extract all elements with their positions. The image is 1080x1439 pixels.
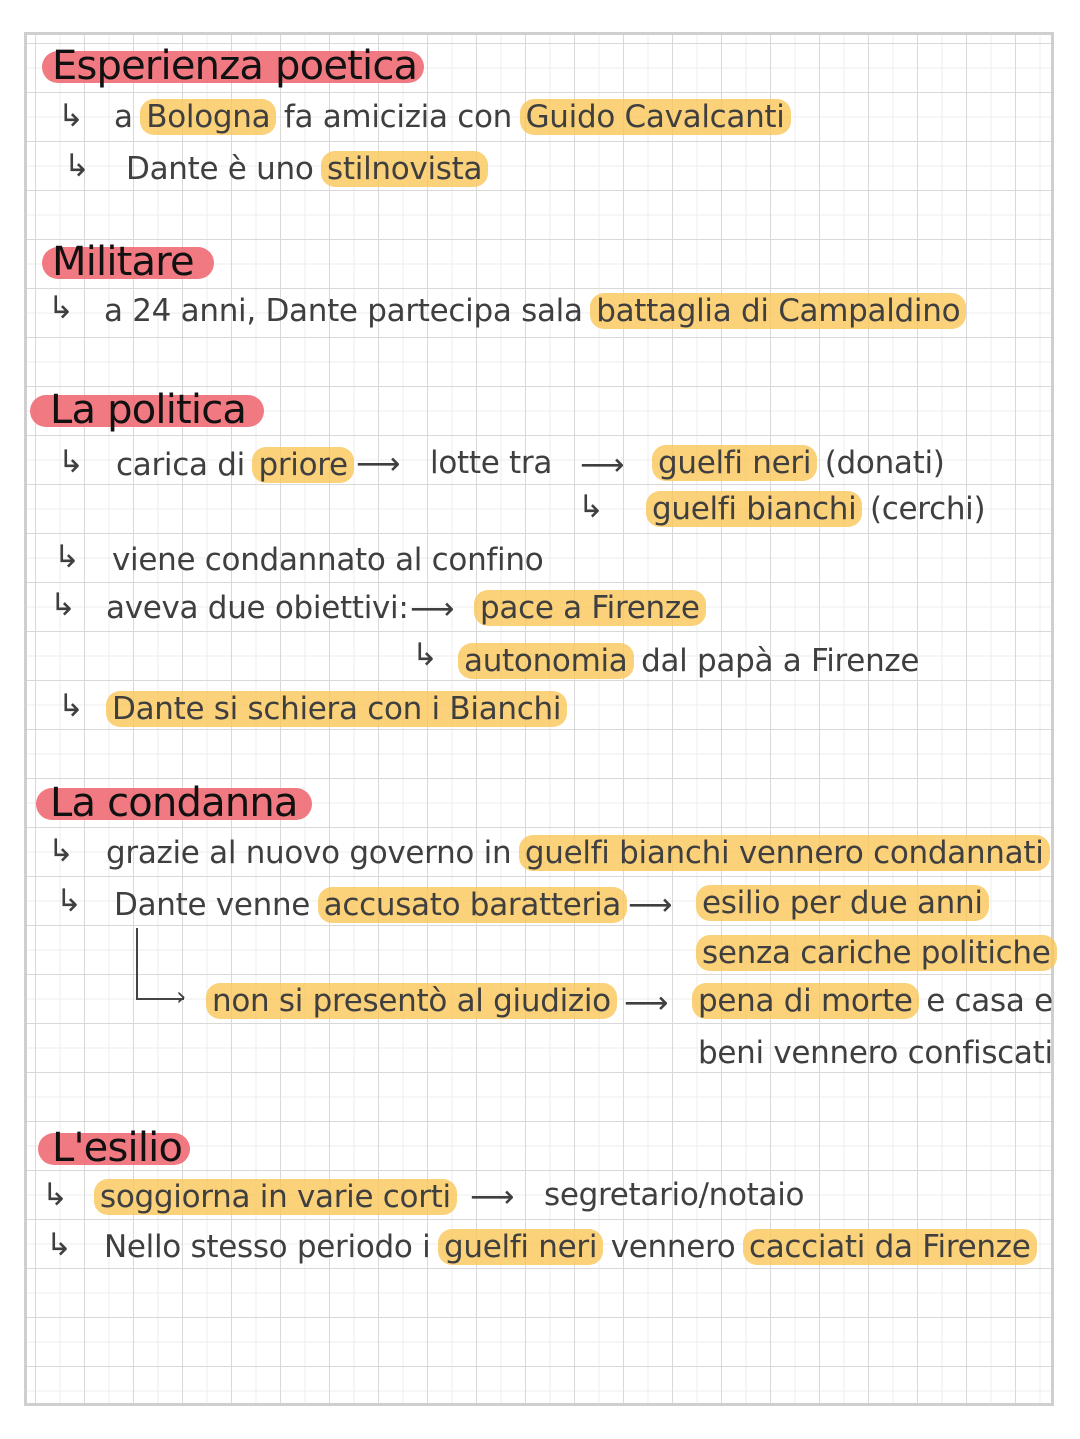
text: (cerchi) bbox=[870, 491, 986, 527]
highlight-bianchi-condannati: guelfi bianchi vennero condannati bbox=[519, 835, 1050, 871]
highlight-pena-di-morte: pena di morte bbox=[692, 983, 919, 1019]
text: fa amicizia con bbox=[283, 99, 512, 135]
line-beni-confiscati: beni vennero confiscati bbox=[698, 1035, 1053, 1071]
hook-arrow-icon: ↳ bbox=[50, 587, 76, 623]
highlight-bologna: Bologna bbox=[140, 99, 276, 135]
line-esperienza-1 bbox=[114, 99, 789, 135]
heading-militare: Militare bbox=[52, 239, 194, 285]
heading-esperienza-poetica: Esperienza poetica bbox=[52, 43, 418, 89]
hook-arrow-icon: ↳ bbox=[578, 489, 604, 525]
right-arrow-icon: ⟶ bbox=[356, 446, 401, 482]
text: grazie al nuovo governo in bbox=[106, 835, 512, 871]
highlight-autonomia: autonomia bbox=[458, 643, 634, 679]
highlight-cacciati-firenze: cacciati da Firenze bbox=[743, 1229, 1037, 1265]
highlight-guelfi-neri: guelfi neri bbox=[652, 445, 817, 481]
hook-arrow-icon: ↳ bbox=[412, 637, 438, 673]
line-politica-2: viene condannato al confino bbox=[112, 542, 544, 578]
hook-arrow-icon: ↳ bbox=[48, 290, 74, 326]
line-politica-1 bbox=[116, 447, 352, 483]
line-condanna-3 bbox=[208, 983, 615, 1019]
line-guelfi-bianchi bbox=[648, 491, 986, 527]
highlight-dante-bianchi: Dante si schiera con i Bianchi bbox=[106, 691, 567, 727]
line-esilio-1 bbox=[96, 1179, 455, 1215]
line-senza-cariche bbox=[698, 935, 1055, 971]
right-arrow-icon: ⟶ bbox=[628, 887, 673, 923]
right-arrow-icon: ⟶ bbox=[410, 591, 455, 627]
hook-arrow-icon: ↳ bbox=[54, 539, 80, 575]
text: vennero bbox=[610, 1229, 736, 1265]
line-obiettivo-1 bbox=[476, 590, 704, 626]
highlight-esilio-due-anni: esilio per due anni bbox=[696, 885, 989, 921]
line-obiettivo-2 bbox=[460, 643, 920, 679]
text: e casa e bbox=[926, 983, 1053, 1019]
line-politica-4 bbox=[108, 691, 565, 727]
line-condanna-2 bbox=[114, 887, 625, 923]
hook-arrow-icon: ↳ bbox=[64, 148, 90, 184]
highlight-battaglia-campaldino: battaglia di Campaldino bbox=[590, 293, 966, 329]
text: (donati) bbox=[824, 445, 945, 481]
highlight-accusato-baratteria: accusato baratteria bbox=[318, 887, 627, 923]
text-lotte-tra: lotte tra bbox=[430, 445, 553, 481]
highlight-pace-a-firenze: pace a Firenze bbox=[474, 590, 706, 626]
text-segretario-notaio: segretario/notaio bbox=[544, 1177, 805, 1213]
line-guelfi-neri bbox=[654, 445, 945, 481]
hook-arrow-icon: ↳ bbox=[58, 98, 84, 134]
text: carica di bbox=[116, 447, 245, 483]
text: dal papà a Firenze bbox=[641, 643, 920, 679]
highlight-non-si-presento: non si presentò al giudizio bbox=[206, 983, 617, 1019]
line-esilio-2 bbox=[104, 1229, 1035, 1265]
heading-la-condanna: La condanna bbox=[50, 780, 298, 826]
text: Dante venne bbox=[114, 887, 311, 923]
line-politica-3: aveva due obiettivi: bbox=[106, 590, 409, 626]
highlight-guido-cavalcanti: Guido Cavalcanti bbox=[520, 99, 791, 135]
hook-arrow-icon: ↳ bbox=[46, 1227, 72, 1263]
text: Dante è uno bbox=[126, 151, 314, 187]
highlight-guelfi-bianchi: guelfi bianchi bbox=[646, 491, 862, 527]
highlight-guelfi-neri-2: guelfi neri bbox=[438, 1229, 603, 1265]
line-pena-di-morte bbox=[694, 983, 1053, 1019]
right-arrow-icon: › bbox=[176, 982, 187, 1012]
line-militare-1 bbox=[104, 293, 964, 329]
text: a 24 anni, Dante partecipa sala bbox=[104, 293, 583, 329]
hook-arrow-icon: ↳ bbox=[58, 444, 84, 480]
right-arrow-icon: ⟶ bbox=[470, 1179, 515, 1215]
line-esilio-due-anni bbox=[698, 885, 987, 921]
highlight-senza-cariche: senza cariche politiche bbox=[696, 935, 1057, 971]
hook-arrow-icon: ↳ bbox=[48, 833, 74, 869]
right-arrow-icon: ⟶ bbox=[580, 447, 625, 483]
highlight-stilnovista: stilnovista bbox=[321, 151, 488, 187]
text: a bbox=[114, 99, 133, 135]
hook-arrow-icon: ↳ bbox=[58, 688, 84, 724]
line-condanna-1 bbox=[106, 835, 1048, 871]
right-arrow-icon: ⟶ bbox=[624, 985, 669, 1021]
highlight-varie-corti: soggiorna in varie corti bbox=[94, 1179, 457, 1215]
hook-arrow-icon: ↳ bbox=[56, 883, 82, 919]
line-esperienza-2 bbox=[126, 151, 486, 187]
heading-la-politica: La politica bbox=[50, 387, 247, 433]
text: Nello stesso periodo i bbox=[104, 1229, 431, 1265]
highlight-priore: priore bbox=[252, 447, 353, 483]
hook-arrow-icon: ↳ bbox=[42, 1177, 68, 1213]
heading-l-esilio: L'esilio bbox=[52, 1125, 183, 1171]
